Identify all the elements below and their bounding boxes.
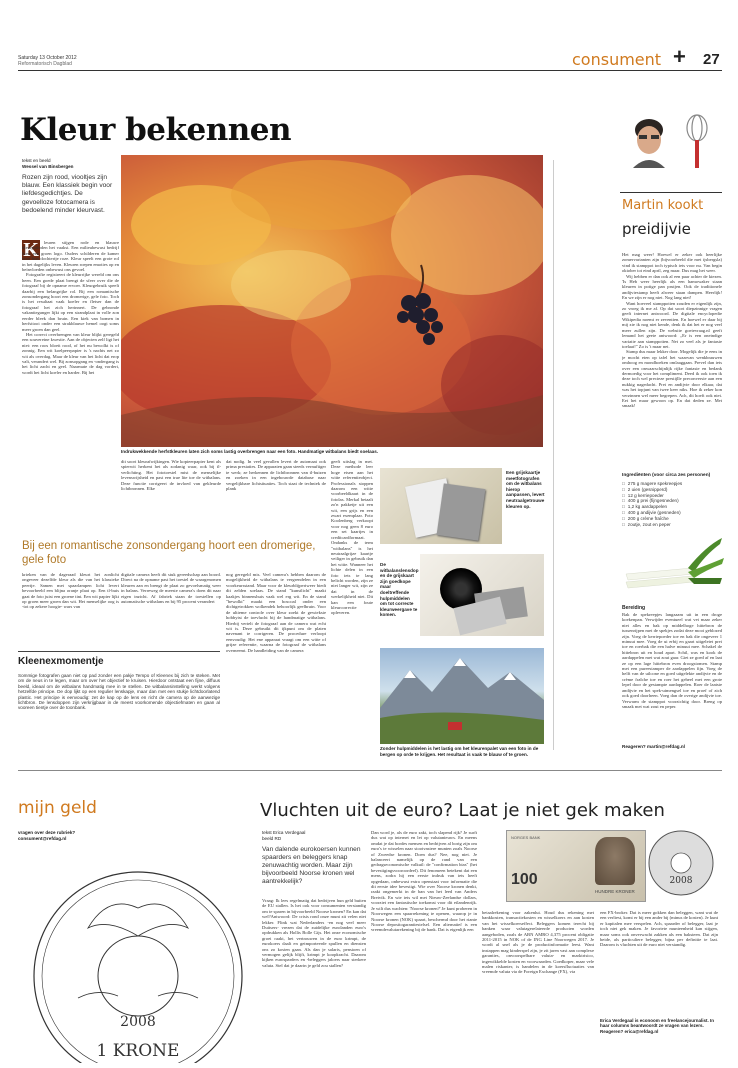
recipe-contact: Reageren? martin@refdag.nl xyxy=(622,744,685,749)
lens-cap-caption: De witbalanslensdop en de grijskaart zijn goedkope maar doeltreffende hulpmiddelen om tot correcte kleurweergave te komen. xyxy=(380,562,419,618)
money-contact-line: vragen over deze rubriek? xyxy=(18,830,76,835)
ingredient-item: □ 400 g andijvie (gesneden) xyxy=(622,510,722,516)
chef-avatar xyxy=(625,110,673,168)
lens-cap-photo xyxy=(420,554,544,636)
article-col1 xyxy=(22,240,119,478)
page-number: 27 xyxy=(703,51,720,68)
banknote-amount: 100 xyxy=(511,871,538,888)
section-divider xyxy=(18,770,722,771)
leaves-illustration xyxy=(121,155,543,447)
banknote-bank: NORGES BANK xyxy=(511,835,541,840)
recipe-paragraph: Wij hebben er dan ook al een paar achter de kiezen. 'Is Heb weer heerlijk als een hamowaker staan kleuren in potige pan prutjen. Ook de traditionele andijviestamp heeft alweer staan dampen. Heerlijk! En we zijn er nog niet. Nog lang niet! xyxy=(622,273,722,301)
article-col2-top: dit soort kleurafwijkingen. Wie kopieerpapier kent als spierwit herkent het als zodanig waar, ook bij tl-verlichting. Het fototoestel mist de menselijke levenswijsheid en past een true lite toe de witbalans. Deze functie corrigeert de invloed van gekleurde lichtbronnen. Elke xyxy=(121,459,221,492)
money-section-title: mijn geld xyxy=(18,798,97,818)
article-col-b3: nog geregeld mis. Veel camera's hebben daarom de mogelijkheid de witbalans te vergrendelen in een voorkeursstand. Maar voor de kleurblijperiweer biedt dit zelden soelaas. De stand "kunstlicht" maakt kaakjes binnenshuis vaak wel erg wit. En de stand "bewolkt" maakt een boscoal onder een dichtgetrokken wolkendek behoorlijk geelbruin. Voor de ultieme controle over kleur zoekt de gewiekste hobbyist de toevlucht bij de handmatige witbalans. Hierbij vertelt de fotograaf aan de camera wat echt wit is. Deze gebruikt dit ijkpunt om de platen navenant te corrigeren. De procedure verloopt eenvoudig: Het ene apparaat vraagt om een witte of grijze referentie, waarna de fotograaf de witbalans overneemt. De handleiding van de camera xyxy=(226,572,326,653)
byline-author: Wessel van Binsbergen xyxy=(22,163,74,169)
money-byline-line: beeld RD xyxy=(262,835,282,841)
whisk-icon xyxy=(682,114,712,170)
coin-year: 2008 xyxy=(120,1014,156,1030)
recipe-paragraph: Het mag weer! Hoewel er zeker ook heerlijke zomervarianten zijn (bijvoorbeeld die met ijsbergsla) vind ik stamppot toch typisch iets voor nu. Van begin oktober tot eind april, zeg maar. Dus mag het weer. xyxy=(622,252,722,274)
small-coin-year: 2008 xyxy=(669,876,693,886)
ingredient-item: □ zoutje, zout en peper xyxy=(622,522,722,528)
money-author-note: Erica Verdegaal is econoom en freelancejournalist. In haar columns beantwoordt ze vragen van lezers. Reageren? erica@refdag.nl xyxy=(600,1018,715,1034)
recipe-title: preidijvie xyxy=(622,220,691,238)
money-contact-line: consument@refdag.nl xyxy=(18,835,67,841)
masthead-paper: Reformatorisch Dagblad xyxy=(18,61,72,67)
leek-photo xyxy=(622,534,724,596)
krone-coin-small xyxy=(646,828,716,898)
money-byline-line: tekst Erica Verdegaal xyxy=(262,830,306,835)
article-title: Kleur bekennen xyxy=(20,112,292,148)
banknote-caption: HUNDRE KRONER xyxy=(595,889,635,894)
money-contact xyxy=(18,830,75,841)
ingredient-item: □ 400 g prei (fijngesneden) xyxy=(622,498,722,504)
recipe-body xyxy=(622,252,722,464)
ingredients-title: Ingrediënten (voor circa zes personen) xyxy=(622,473,711,478)
recipe-paragraph: Want hoeveel stamppotten zouden er eigenlijk zijn, zo vroeg ik me af. Op dat soort diepzinnige vragen geeft internet antwoord. De digitale encyclopedie Wikipedia noemt er zeventien. En hoewel er daar bij mij zie ik nog niet kende, denk ik dat het er nog veel meer zullen zijn. De website goeievraag.nl geeft lemand het geeie antwoord: „Er is een oneindige variatie aan stamppotten. Net zo veel als je fantasie toelaat!" Zo is 't maar net. xyxy=(622,300,722,349)
ingredient-item: □ 2 uien (gesnipperd) xyxy=(622,487,722,493)
box-text: Sommige fotografen gaan niet op pad zonder een pakje Tempo of Kleenex bij zich te steken. Met om de neus in te legen, maar om over het objectief te kruisen. Hierdoor ontstaat een fijne, diffuus beeld, ideaal om de witbalans handmatig mee in te stellen. De witbalansinstelling werkt volgens hetzelfde principe. De dop lijkt op een regulier lenskapje, maar dan met een stukje lichtdoorlatend plastic. Het principe is eenvoudig: zet de kap op de lens en richt de camera op de aanwezige lichtbron. De lensdoppen zijn verkrijgbaar in de meest voorkomende objectiefmaten en gaan al vooreen tientje over de toonbank. xyxy=(18,673,220,711)
byline-label: tekst en beeld xyxy=(22,158,51,163)
money-title: Vluchten uit de euro? Laat je niet gek maken xyxy=(260,800,665,821)
money-byline xyxy=(262,830,305,841)
article-col-b2: digitale camera heeft dit stuk gereedschap aan boord. Direct na de opname past het toestel de waargenomen kleuren aan en brengt de plaat zo gevoelsmatig weer in balans. Verreweg de meeste camera's doen dit naar eigen inzicht. Af fabriek staan de toestellen op automatische witbalans en bij 95 procent verandert xyxy=(121,572,221,605)
article-col-b1: krieken van de dageraad kleurt het zonlicht ongeveer dezelfde kleur als die van het klassieke peertje. Samen met spaarlampen licht levert bevoorbeeld een blijna oranje plaat op. Een tl-buis gaat de foto juist een groene tint. Een wit papier lijkt op groen meer groen dan wit. Het menselijke oog is -tot op zekere hoogte- wars van xyxy=(22,572,119,610)
recipe-header: Martin kookt xyxy=(622,198,704,213)
article-intro: Rozen zijn rood, viooltjes zijn blauw. Een klassiek begin voor liefdesgedichtjes. De gevoelloze fotocamera is bedoelend minder kleurvast. xyxy=(22,174,113,214)
mountain-photo xyxy=(380,648,544,744)
pull-quote: Bij een romantische zonsondergang hoort een dromerige, gele foto xyxy=(22,540,316,566)
ingredient-item: □ 1,2 kg aardappelen xyxy=(622,504,722,510)
money-intro: Van dalende eurokoersen kunnen spaarders en beleggers knap zenuwachtig worden. Maar zijn bijvoorbeeld Noorse kronen wel aantrekkelijk? xyxy=(262,846,361,885)
plus-icon: + xyxy=(673,44,686,69)
ingredient-item: □ 12 g kerriepoeder xyxy=(622,493,722,499)
masthead-rule xyxy=(18,70,722,71)
money-col1: Vraag: Ik lees regelmatig dat bedrijven hun geld buiten de EU stallen. Is het ook voor consumenten verstandig om te sparen in bijvoorbeeld Noorse kronen? En kan dat wel?Antwoord: De crisis rond onze munt zit velen niet lekker. Flink wat Nederlanders -en nog veel meer Duitsers- vrezen dat de zuidelijke eurolanden euro's opdrukken als Hollis Bolle Gijs. Het onze economische groei raakt, het vertrouwen in de euro krimpt, de eurokoers daalt en geimporteerde spullen en diensten ons zo kosten gaan. Als dan je salaris, pensioen of vermogen gelijk blijft, krimpt je koopkracht. Daarom kijken eurosparders en -beleggers jaloers naar sterkere valuta. Stel dat je daarin je geld zou stallen? xyxy=(262,898,366,968)
recipe-rule xyxy=(620,192,722,193)
section-title: consument xyxy=(572,50,662,69)
method-title: Bereiding xyxy=(622,605,646,611)
banknote-photo xyxy=(482,826,718,906)
dropcap: K xyxy=(23,239,39,261)
masthead-date: Saturday 13 October 2012 xyxy=(18,55,77,61)
coin-label: 1 KRONE xyxy=(96,1041,180,1061)
article-col3-top: dat nodig. In veel gevallen levert de automaat ook prima prestaties. De apparaten gaan steeds vernuftiger te werk; ze herkennen de lichtbronnen van tl-buizen en zoeken in een ingebouwde database naar vergelijkbare lichtsituaties. Toch staat de techniek de plank xyxy=(226,459,326,492)
recipe-paragraph: Stamp dus maar lekker door. Mogelijk die je eens in je mocht eten op tafel het waarvan wenkbrauwen omhoog en mondhoeken omlaaggaan. Prevel dan iets over een onwaarschijnlijk rijke fantasie en bedank dermoedig voor het compliment. Deed ik ook toen ik deze toch wel precieze prestijlle preconversie aan een nukkig nagedacht. Prei en andijvie door elkaar, dat was het topjunt van twee keer niks. Hoe ik zeker kon verzinnen wel meer begrepen. Ach, dit hoeft ook niet. Eet het maar gewoon op. En dat deden ze. Met smaak! xyxy=(622,349,722,409)
article-byline xyxy=(22,158,74,169)
column-divider xyxy=(553,160,554,750)
ingredient-item: □ 275 g magere spekreepjes xyxy=(622,481,722,487)
money-col3: betaalrekening voor zakenlui. Houd dus rekening met bankkosten, transactiekosten en wisselkoers en aan kosten van het wisselkoerseffect. Beleggers komen terecht bij banken waar valutagerelateerde producten worden aangeboden, zoals de ABN AMRO 4,375 procent obligatie 2011-2015 in NOK of de ING Line Noorwegen 2017. Je wordt al snel als je de productinformatie leest. Want instappen mag kinderspel zijn, je zit jaren vast aan complexe garanties, onvoorspelbare valuta- en marktrisico, ingewikkelde kosten en voorwaarden. Goedkoper, maar vele malen riskanter, is handelen in de koersfluctuaties van vreemde valuta via de Foreign Exchange (FX), via xyxy=(482,910,594,975)
autumn-leaves-photo xyxy=(121,155,543,447)
mountain-caption: Zonder hulpmiddelen is het lastig om het kleurenpalet van een foto in de bergen op orde te krijgen. Het resultaat is vaak te blauw of te groen. xyxy=(380,746,539,757)
ingredients-list xyxy=(622,481,722,527)
grey-card-photo xyxy=(380,468,502,544)
money-col2: Dan word je, als de euro zakt, toch slapend rijk? Je surft dus wat op internet en let op valutanieuws. En meens omdat je dat bordes mensen en bedrijven al borig zijn om euro's te wisselen naar stootvastere munten zoals Noorse of Zweedse kronen. Doen dus? Nee, nog niet. Je balanceert namelijk op de rand van een gedragseconomische valkuil: de "confirmation bias" (het bevestigingsvooroordeel). Dit fenomeen betekent dat een mens, zodra hij een eerste indruk van iets heeft opgedaan, onbewust extra openstaat voor informatie die dit eerste idee bevestigt. Wie over Noorse kronen denkt, raakt ongemerkt in de ban van het leed van Anders Breivik. En wie iets wil met Nieuw-Zeelandse dollars, voorziet een fantastische toekomst voor dit eilandenrijk. Je wilt dus wachten: 'Noorse kronen?' Je kunt proberen in Noorwegen een spaarrekening te openen, waarop je in Noorse kronen (NOK) spaart, beschermd door het riante Noorse depositogarantiestelsel. Een alternatief is een vreemdevalutarekening bij de bank. Dat is eigenlijk een xyxy=(371,830,477,933)
photo-caption: Indrukwekkende herfstkleuren laten zich soms lastig overbrengen naar een foto. Handmatige witbalans biedt soelaas. xyxy=(121,449,379,454)
col1-paragraph: Fotografie registreert de kleurrijke wereld om ons heen. Een goede plaat brengt de sfeer over die de fotograaf bij de opname ervoer. Kleurgebruik speelt daarbij een belangrijke rol. Bij een romantische zonsondergang hoort een dromerige, gele foto. Toch is het resultaat vaak koeler en fletser dan de fotograaf het zich herinnert. De gebronde vakantieganger lijkt op een strandplaat in volle zon eerder bleek dan bruin. Een kiek van bomen in herfsttooi onder een strakblauwe hemel oogt soms meer groen dan geel. xyxy=(22,272,119,332)
grey-card-caption: Een grijskaartje meetfotografen om de witbalans hierop aanpassen, levert neutraalgetrouwe kleuren op. xyxy=(506,470,545,509)
krone-coin-large xyxy=(18,848,258,1063)
box-title: Kleenexmomentje xyxy=(18,656,104,667)
article-col4: geeft uitslag in met. Deze methode leer hoge eisen aan het witte referentieobject. Professionals stoppen daarom een witte voorbeeldkaart in de fotolas. Merkal betaalt zo'n pakketje uit een wit, een grijs en een zwart exemplaar. Foto Koolenberg verkoopt voor nog geen 8 euro een set kaartjes in creditcardformaat. Ondanks de term "witbalans" is het neutraalgrijze kaartje veiliger in gebruik dan het witte. Wanneer het lichte delen in een foto iets te lang belicht worden, zijn ze niet langer wit, zijn ze dat in de werkelijkheid niet. Dit kan een foute kleurcorrectie opleveren. xyxy=(331,459,373,616)
box-rule xyxy=(18,651,220,652)
col1-paragraph: leuren stijgen rode en blauwe kleurpotloden het vaakst. Een milieubewust bedrijf kiest een groen logo. Ouders schilderen de kamer voor hun dochtertje roze. Kleur speelt een grote rol in het dagelijks leven. Kleuren roepen emoties op en beïnvloeden onbewust ons gevoel. xyxy=(22,240,119,273)
money-col4: een FX-broker. Dat is meer gokken dan beleggen, want wat de een verliest, komt er bij een ander bij (minus de kosten). Je kunt er kapitalen mee verspelen. Ach, spaarder of belegger, laat je toch niet gek maken. Je favoriete munteenheid kan stijgen, maar soms ook onverwacht zakken als een baksteen. Dat zijn beide, als particuliere belegger, bijna per definitie te laat. Daarom is vluchten uit de euro niet verstandig. xyxy=(600,910,718,948)
col1-paragraph: Het correct overbrengen van kleur blijkt geregeld een souvereine kwestie. Aan de objecten zelf ligt het niet: een roos bloeit rood, of het nu bewolkt is of zonnig. Een wit koelpeerpapier is 's nachts net zo wit als overdag. Maar de kleur van het licht dat erop valt, verandert wel. Bij zonsopgang en -ondergang is het licht zacht en geel. Naarmate de dag vordert, wordt het licht koeler en harder. Bij het xyxy=(22,331,119,375)
ingredient-item: □ 200 g crème fraîche xyxy=(622,516,722,522)
method-text: Bak de spekreepjes langzaam uit in een droge koekenpan. Verwijder eventueel wat vet maar zeker niet alles en bak op middelhoge hittebron de tussenrijpen met de spekjes zodat deze mooi geblozed zijn. Voeg de kerriepoeder toe en bak die ongeveer 1 minuut mee. Voeg de ui erbij en gaart uitgeleiet prei toe en roerbak die een halve minuut mee. Schakel de hittebron uit en houd apart. Schil, was en kook de aardappelen met wat zout gaar. Giet ze goed af en laat ze op een lage hittebron even droogstomen. Stamp met een pureestamper de aardappelen fijn. Voeg de helft van de uilcone en goed uitgelekte andijvie en de crème fraîche toe en roer het geheel met een grote lepel door de gestampte aardappelen. Roer de laatste andijvie en het spek-uimengsel toe en proef of zich ook goed doorheen. Voeg dan de overige andijvie toe. Verwarm de stamppot voorzichtig door. Breng op smaak met wat zout en peper. xyxy=(622,612,722,709)
